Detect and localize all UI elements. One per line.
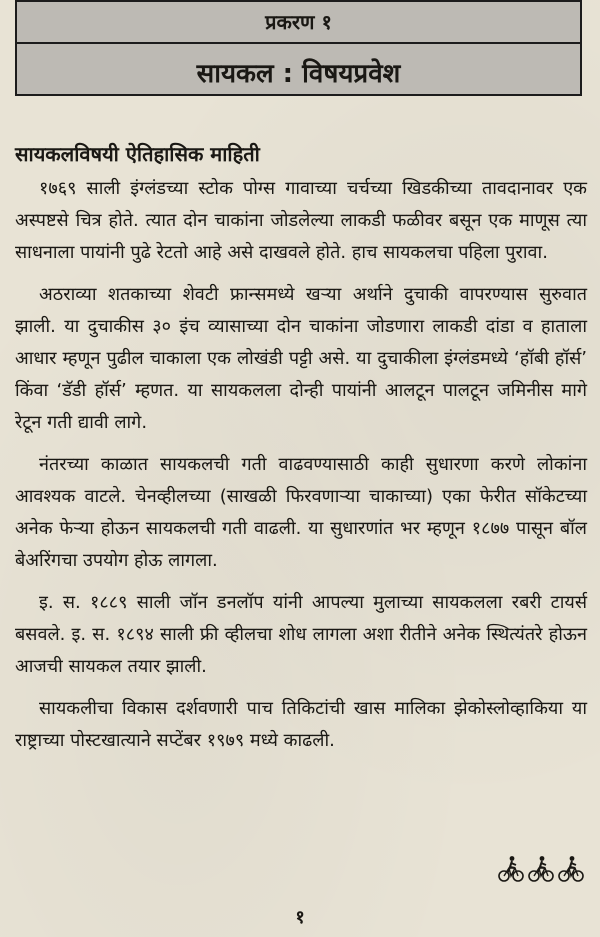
page-number: १ <box>295 907 305 928</box>
cyclist-ornament <box>498 855 584 883</box>
paragraph: अठराव्या शतकाच्या शेवटी फ्रान्समध्ये खऱ्या अर्थाने दुचाकी वापरण्यास सुरुवात झाली. या दुचाकीस ३० इंच व्यासाच्या दोन चाकांना जोडणारा लाकडी दांडा व हाताला आधार म्हणून पुढील चाकाला एक लोखंडी पट्टी असे. या दुचाकीला इंग्लंडमध्ये ‘हॉबी हॉर्स’ किंवा ‘डॅडी हॉर्स’ म्हणत. या सायकलला दोन्ही पायांनी आलटून पालटून जमिनीस मागे रेटून गती द्यावी लागे. <box>15 284 587 433</box>
section-heading: सायकलविषयी ऐतिहासिक माहिती <box>15 142 260 166</box>
cyclist-icon <box>528 855 554 883</box>
chapter-number: प्रकरण १ <box>265 10 332 34</box>
paragraph: इ. स. १८८९ साली जॉन डनलॉप यांनी आपल्या मुलाच्या सायकलला रबरी टायर्स बसवले. इ. स. १८९४ साली फ्री व्हीलचा शोध लागला अशा रीतीने अनेक स्थित्यंतरे होऊन आजची सायकल तयार झाली. <box>15 592 587 677</box>
paragraph: नंतरच्या काळात सायकलची गती वाढवण्यासाठी काही सुधारणा करणे लोकांना आवश्यक वाटले. चेनव्हीलच्या (साखळी फिरवणाऱ्या चाकाच्या) एका फेरीत सॉकेटच्या अनेक फेऱ्या होऊन सायकलची गती वाढली. या सुधारणांत भर म्हणून १८७७ पासून बॉल बेअरिंगचा उपयोग होऊ लागला. <box>15 454 587 571</box>
chapter-header-box <box>15 0 582 96</box>
cyclist-icon <box>498 855 524 883</box>
chapter-title: सायकल : विषयप्रवेश <box>196 59 401 89</box>
paragraph: सायकलीचा विकास दर्शवणारी पाच तिकिटांची खास मालिका झेकोस्लोव्हाकिया या राष्ट्राच्या पोस्टखात्याने सप्टेंबर १९७९ मध्ये काढली. <box>15 698 587 751</box>
chapter-divider <box>17 42 580 44</box>
paragraph: १७६९ साली इंग्लंडच्या स्टोक पोग्स गावाच्या चर्चच्या खिडकीच्या तावदानावर एक अस्पष्टसे चित्र होते. त्यात दोन चाकांना जोडलेल्या लाकडी फळीवर बसून एक माणूस त्या साधनाला पायांनी पुढे रेटतो आहे असे दाखवले होते. हाच सायकलचा पहिला पुरावा. <box>15 178 587 263</box>
body-text <box>15 173 587 767</box>
cyclist-icon <box>558 855 584 883</box>
